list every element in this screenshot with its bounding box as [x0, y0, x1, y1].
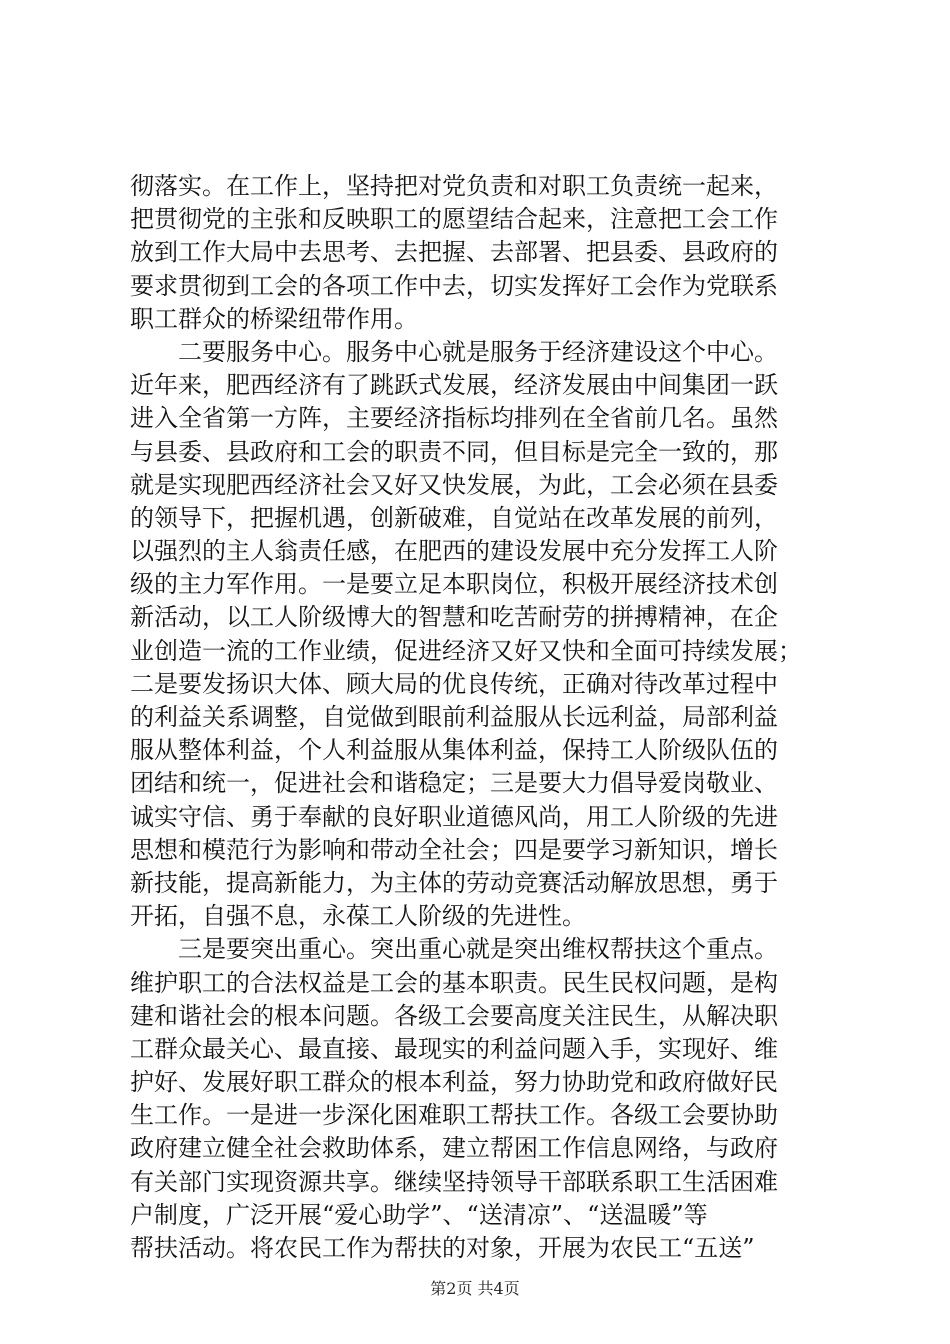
text-line: 帮扶活动。将农民工作为帮扶的对象，开展为农民工“五送”	[130, 1234, 755, 1262]
text-line: 放到工作大局中去思考、去把握、去部署、把县委、县政府的	[130, 238, 778, 267]
page-number-label: 第2页 共4页	[430, 1279, 520, 1298]
text-line: 政府建立健全社会救助体系，建立帮困工作信息网络，与政府	[130, 1134, 778, 1163]
text-line: 以强烈的主人翁责任感，在肥西的建设发展中充分发挥工人阶	[130, 537, 778, 566]
text-line: 护好、发展好职工群众的根本利益，努力协助党和政府做好民	[130, 1068, 778, 1097]
text-line: 的利益关系调整，自觉做到眼前利益服从长远利益，局部利益	[130, 703, 778, 731]
text-line: 团结和统一，促进社会和谐稳定；三是要大力倡导爱岗敬业、	[130, 769, 778, 798]
text-line: 服从整体利益，个人利益服从集体利益，保持工人阶级队伍的	[130, 736, 778, 765]
text-line: 户制度，广泛开展“爱心助学”、“送清凉”、“送温暖”等	[130, 1200, 708, 1229]
text-line: 的领导下，把握机遇，创新破难，自觉站在改革发展的前列，	[130, 503, 778, 532]
text-line: 二是要发扬识大体、顾大局的优良传统，正确对待改革过程中	[130, 669, 778, 698]
text-line: 开拓，自强不息，永葆工人阶级的先进性。	[130, 902, 586, 931]
text-line: 诚实守信、勇于奉献的良好职业道德风尚，用工人阶级的先进	[130, 802, 778, 831]
text-line: 建和谐社会的根本问题。各级工会要高度关注民生，从解决职	[130, 1001, 778, 1030]
text-line: 级的主力军作用。一是要立足本职岗位，积极开展经济技术创	[130, 570, 778, 599]
text-line: 三是要突出重心。突出重心就是突出维权帮扶这个重点。	[130, 935, 778, 964]
text-line: 维护职工的合法权益是工会的基本职责。民生民权问题，是构	[130, 968, 778, 997]
text-line: 就是实现肥西经济社会又好又快发展，为此，工会必须在县委	[130, 470, 778, 499]
page-footer	[0, 1276, 950, 1299]
text-line: 二要服务中心。服务中心就是服务于经济建设这个中心。	[130, 337, 778, 366]
text-line: 新活动，以工人阶级博大的智慧和吃苦耐劳的拼搏精神，在企	[130, 603, 778, 632]
text-line: 要求贯彻到工会的各项工作中去，切实发挥好工会作为党联系	[130, 271, 778, 300]
text-line: 业创造一流的工作业绩，促进经济又好又快和全面可持续发展；	[130, 636, 802, 665]
text-line: 职工群众的桥梁纽带作用。	[130, 304, 418, 333]
text-line: 与县委、县政府和工会的职责不同，但目标是完全一致的，那	[130, 437, 778, 466]
text-line: 彻落实。在工作上，坚持把对党负责和对职工负责统一起来，	[130, 172, 778, 200]
body-text	[130, 170, 830, 1265]
text-line: 有关部门实现资源共享。继续坚持领导干部联系职工生活困难	[130, 1167, 778, 1196]
text-line: 进入全省第一方阵，主要经济指标均排列在全省前几名。虽然	[130, 404, 778, 433]
text-line: 生工作。一是进一步深化困难职工帮扶工作。各级工会要协助	[130, 1101, 778, 1130]
text-line: 把贯彻党的主张和反映职工的愿望结合起来，注意把工会工作	[130, 205, 778, 234]
text-line: 近年来，肥西经济有了跳跃式发展，经济发展由中间集团一跃	[130, 371, 778, 400]
text-line: 思想和模范行为影响和带动全社会；四是要学习新知识，增长	[130, 835, 778, 864]
text-line: 新技能，提高新能力，为主体的劳动竞赛活动解放思想，勇于	[130, 868, 778, 897]
text-line: 工群众最关心、最直接、最现实的利益问题入手，实现好、维	[130, 1034, 778, 1063]
